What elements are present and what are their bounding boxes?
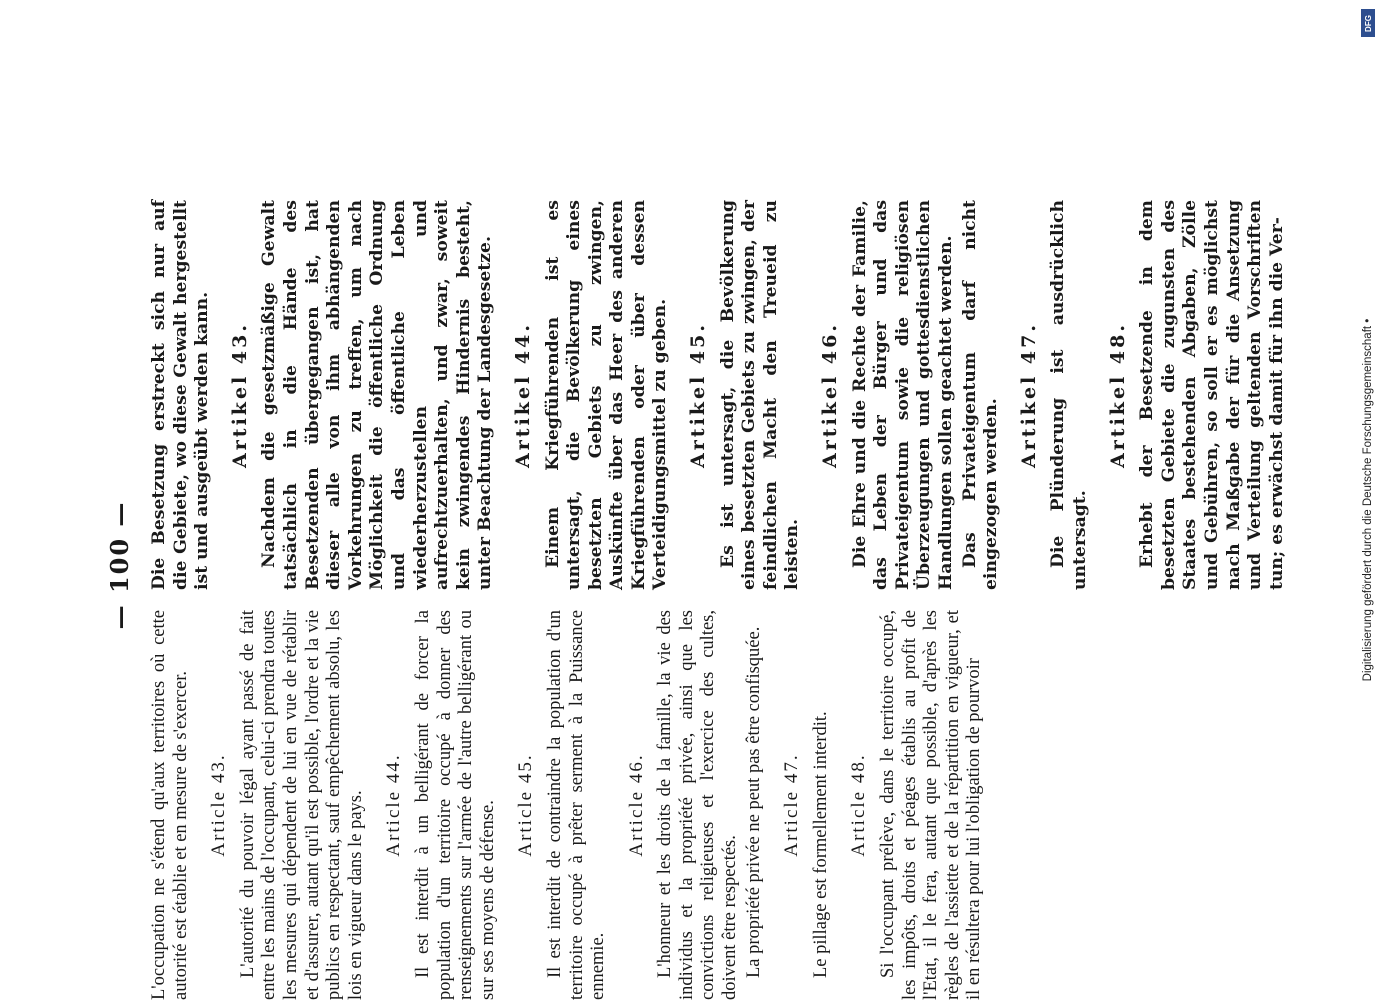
german-column [149,200,1290,590]
french-article-45-title: Article 45. [515,753,537,857]
french-article-45-text: Il est interdit de contraindre la population d'un territoire occupé à prêter serment à la Puissance ennemie. [544,610,609,1000]
digitization-credit: Digitalisierung gefördert durch die Deutsche Forschungsgemeinschaft • [1362,318,1374,682]
french-article-44-title: Article 44. [383,753,405,857]
rotated-page [91,130,1287,1000]
german-article-44-title: Artikel 44. [511,322,534,468]
french-article-44-text: Il est interdit à un belligérant de forcer la population d'un territoire occupé à donner des renseignements sur l'armée de l'autre belligérant ou sur ses moyens de défense. [412,610,498,1000]
french-article-47-title: Article 47. [781,753,803,857]
german-article-48-title: Artikel 48. [1106,322,1129,468]
french-article-43-title: Article 43. [208,753,230,857]
french-intro: L'occupation ne s'étend qu'aux territoires où cette autorité est établie et en mesure de s'exercer. [149,610,191,1000]
dfg-logo-text: DFG [1363,14,1373,32]
german-article-45-text: Es ist untersagt, die Bevölkerung eines besetzten Gebiets zu zwingen, der feindlichen Macht den Treueid zu leisten. [717,200,803,590]
german-article-47-text: Die Plünderung ist ausdrücklich untersagt. [1048,200,1090,590]
french-article-47-text: Le pillage est formellement interdit. [810,711,831,978]
german-article-44-text: Einem Kriegführenden ist es untersagt, die Bevölkerung eines besetzten Gebiets zu zwingen, Auskünfte über das Heer des anderen Kriegführenden oder über dessen Verteidigungsmittel zu geben. [542,200,671,590]
page-number: — 100 — [105,500,134,630]
french-article-48-title: Article 48. [848,753,870,857]
german-article-48-text: Erhebt der Besetzende in dem besetzten Gebiete die zugunsten des Staates bestehenden Abgaben, Zölle und Gebühren, so soll er es möglichst nach Maßgabe der für die Ansetzung und Verteilung geltenden Vorschriften tun; es erwächst damit für ihn die Ver- [1137,200,1287,590]
german-article-47-title: Artikel 47. [1017,322,1040,468]
german-intro: Die Besetzung erstreckt sich nur auf die Gebiete, wo diese Gewalt hergestellt ist und ausgeübt werden kann. [149,200,213,590]
german-article-45-title: Artikel 45. [687,322,710,468]
french-article-43-text: L'autorité du pouvoir légal ayant passé de fait entre les mains de l'occupant, celui-ci prendra toutes les mesures qui dépendent de lui en vue de rétablir et d'assurer, autant qu'il est possible, l'ordre et la vie publics en respectant, sauf empêchement absolu, les lois en vigueur dans le pays. [237,610,366,1000]
french-article-46-text: L'honneur et les droits de la famille, la vie des individus et la propriété privée, ainsi que les convictions religieuses et l'exercice des cultes, doivent être respectés. [655,610,741,1000]
french-article-48-text: Si l'occupant prélève, dans le territoire occupé, les impôts, droits et péages établis au profit de l'Etat, il le fera, autant que possible, d'après les règles de l'assiette et de la répartition en vigueur, et il en résultera pour lui l'obligation de pourvoir [878,610,985,1000]
german-article-46-text-2: Das Privateigentum darf nicht eingezogen werden. [959,200,1002,590]
french-article-46-title: Article 46. [625,753,647,857]
german-article-46-text: Die Ehre und die Rechte der Familie, das Leben der Bürger und das Privateigentum sowie die religiösen Überzeugungen und gottesdienstlichen Handlungen sollen geachtet werden. [849,200,956,590]
german-article-46-title: Artikel 46. [819,322,842,468]
german-article-43-text: Nachdem die gesetzmäßige Gewalt tatsächlich in die Hände des Besetzenden übergegangen ist, hat dieser alle von ihm abhängenden Vorkehrungen zu treffen, um nach Möglichkeit die öffentliche Ordnung und das öffentliche Leben wiederherzustellen und aufrechtzuerhalten, und zwar, soweit kein zwingendes Hindernis besteht, unter Beachtung der Landesgesetze. [259,200,496,590]
french-article-46-text-2: La propriété privée ne peut pas être confisquée. [743,626,764,978]
french-column [149,610,988,1000]
dfg-logo [1361,9,1375,37]
german-article-43-title: Artikel 43. [228,322,251,468]
